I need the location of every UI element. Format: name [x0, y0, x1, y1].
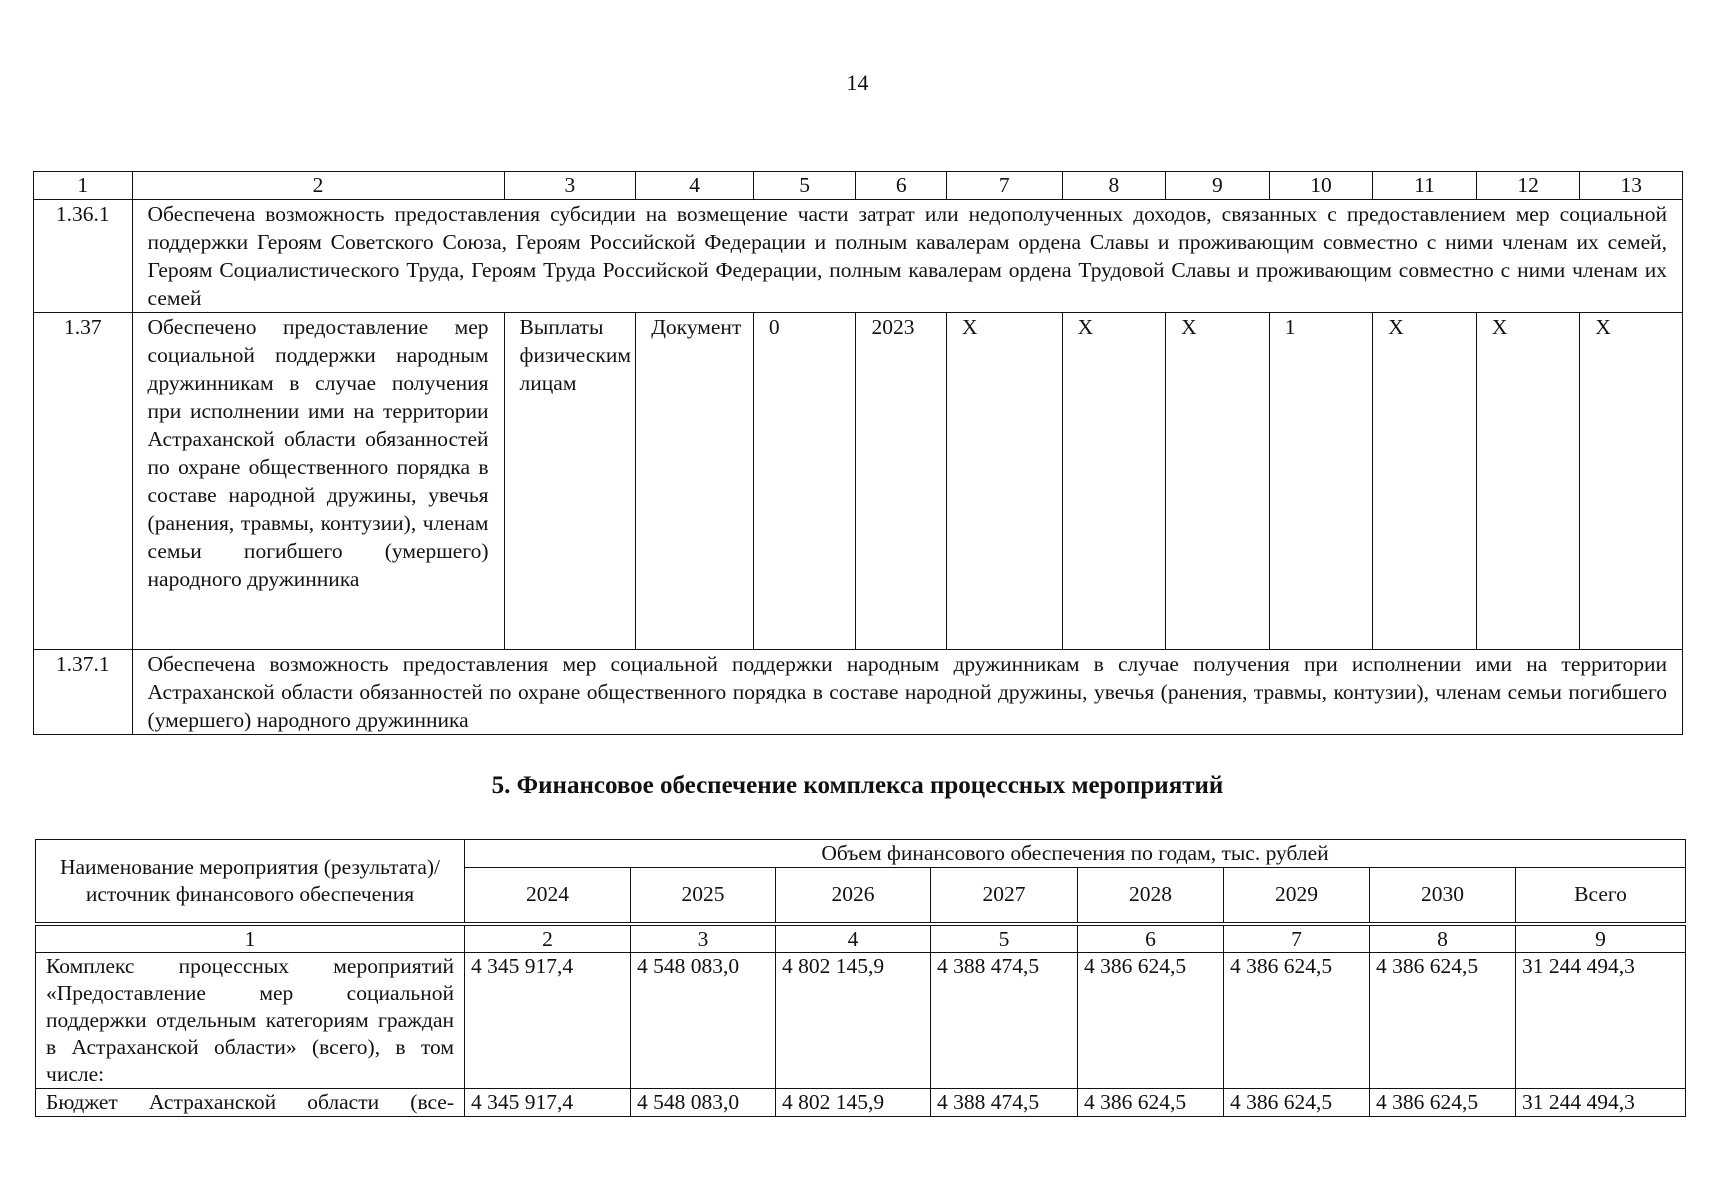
table-row-1-37-1 — [34, 650, 1683, 735]
finance-header-row — [36, 840, 1686, 868]
year-header: 2025 — [631, 868, 776, 924]
cell-col-6: 2023 — [856, 313, 946, 650]
table-row-1-37 — [34, 313, 1683, 650]
year-header: 2030 — [1370, 868, 1516, 924]
cell-col-8: X — [1062, 313, 1166, 650]
column-number: 9 — [1516, 924, 1686, 953]
volume-header: Объем финансового обеспечения по годам, тыс. рублей — [465, 840, 1686, 868]
cell-col-9: X — [1166, 313, 1270, 650]
value-cell: 4 802 145,9 — [776, 952, 931, 1088]
result-name: Обеспечено предоставление мер социальной поддержки народным дружинникам в случае получения при исполнении ими на территории Астраханской области обязанностей по охране общественного порядка в составе народной дружины, увечья (ранения, травмы, контузии), членам семьи погибшего (умершего) народного дружинника — [132, 313, 504, 650]
value-cell: 4 386 624,5 — [1078, 1088, 1224, 1116]
value-cell: 4 345 917,4 — [465, 1088, 631, 1116]
column-number: 3 — [504, 172, 636, 200]
total-header: Всего — [1516, 868, 1686, 924]
year-header: 2024 — [465, 868, 631, 924]
year-header: 2028 — [1078, 868, 1224, 924]
cell-col-5: 0 — [753, 313, 856, 650]
value-cell: 4 802 145,9 — [776, 1088, 931, 1116]
value-cell: 4 386 624,5 — [1078, 952, 1224, 1088]
column-number: 4 — [636, 172, 754, 200]
column-number: 6 — [856, 172, 946, 200]
column-number: 5 — [931, 924, 1078, 953]
value-cell: 4 388 474,5 — [931, 1088, 1078, 1116]
value-cell: 4 386 624,5 — [1370, 1088, 1516, 1116]
column-number: 3 — [631, 924, 776, 953]
column-number: 9 — [1166, 172, 1270, 200]
column-number: 6 — [1078, 924, 1224, 953]
column-number: 12 — [1476, 172, 1580, 200]
column-number: 10 — [1269, 172, 1373, 200]
column-number: 5 — [753, 172, 856, 200]
column-number: 1 — [34, 172, 133, 200]
total-cell: 31 244 494,3 — [1516, 1088, 1686, 1116]
cell-col-11: X — [1373, 313, 1477, 650]
column-number: 1 — [36, 924, 465, 953]
column-number: 4 — [776, 924, 931, 953]
result-type: Выплаты физическим лицам — [504, 313, 636, 650]
column-number: 13 — [1580, 172, 1683, 200]
value-cell: 4 386 624,5 — [1370, 952, 1516, 1088]
value-cell: 4 548 083,0 — [631, 1088, 776, 1116]
results-table — [33, 171, 1683, 735]
row-description: Обеспечена возможность предоставления мер социальной поддержки народным дружинникам в случае получения при исполнении ими на территории Астраханской области обязанностей по охране общественного порядка в составе народной дружины, увечья (ранения, травмы, контузии), членам семьи погибшего (умершего) народного дружинника — [132, 650, 1682, 735]
cell-col-10: 1 — [1269, 313, 1373, 650]
year-header: 2027 — [931, 868, 1078, 924]
cell-col-12: X — [1476, 313, 1580, 650]
value-cell: 4 345 917,4 — [465, 952, 631, 1088]
column-number: 2 — [465, 924, 631, 953]
value-cell: 4 386 624,5 — [1224, 1088, 1370, 1116]
column-number: 8 — [1062, 172, 1166, 200]
name-header: Наименование мероприятия (результата)/ источник финансового обеспечения — [36, 840, 465, 924]
table-row-1-36-1 — [34, 200, 1683, 313]
column-number-row — [34, 172, 1683, 200]
row-code: 1.37.1 — [34, 650, 133, 735]
finance-row-budget — [36, 1088, 1686, 1116]
column-number-row — [36, 924, 1686, 953]
year-header: 2029 — [1224, 868, 1370, 924]
column-number: 11 — [1373, 172, 1477, 200]
row-code: 1.36.1 — [34, 200, 133, 313]
column-number: 2 — [132, 172, 504, 200]
page-number: 14 — [846, 70, 869, 95]
finance-row-complex — [36, 952, 1686, 1088]
cell-col-13: X — [1580, 313, 1683, 650]
finance-table — [35, 839, 1686, 1117]
total-cell: 31 244 494,3 — [1516, 952, 1686, 1088]
section-title: 5. Финансовое обеспечение комплекса процессных мероприятий — [491, 772, 1224, 799]
value-cell: 4 388 474,5 — [931, 952, 1078, 1088]
column-number: 8 — [1370, 924, 1516, 953]
year-header: 2026 — [776, 868, 931, 924]
column-number: 7 — [1224, 924, 1370, 953]
column-number: 7 — [946, 172, 1062, 200]
cell-col-7: X — [946, 313, 1062, 650]
row-label: Комплекс процессных мероприятий «Предоставление мер социальной поддержки отдельным категориям граждан в Астраханской области» (всего), в том числе: — [36, 952, 465, 1088]
row-label: Бюджет Астраханской области (все- — [36, 1088, 465, 1116]
unit-of-measure: Документ — [636, 313, 754, 650]
row-description: Обеспечена возможность предоставления субсидии на возмещение части затрат или недополученных доходов, связанных с предоставлением мер социальной поддержки Героям Советского Союза, Героям Российской Федерации и полным кавалерам ордена Славы и проживающим совместно с ними членам их семей, Героям Социалистического Труда, Героям Труда Российской Федерации, полным кавалерам ордена Трудовой Славы и проживающим совместно с ними членам их семей — [132, 200, 1682, 313]
row-code: 1.37 — [34, 313, 133, 650]
value-cell: 4 548 083,0 — [631, 952, 776, 1088]
value-cell: 4 386 624,5 — [1224, 952, 1370, 1088]
